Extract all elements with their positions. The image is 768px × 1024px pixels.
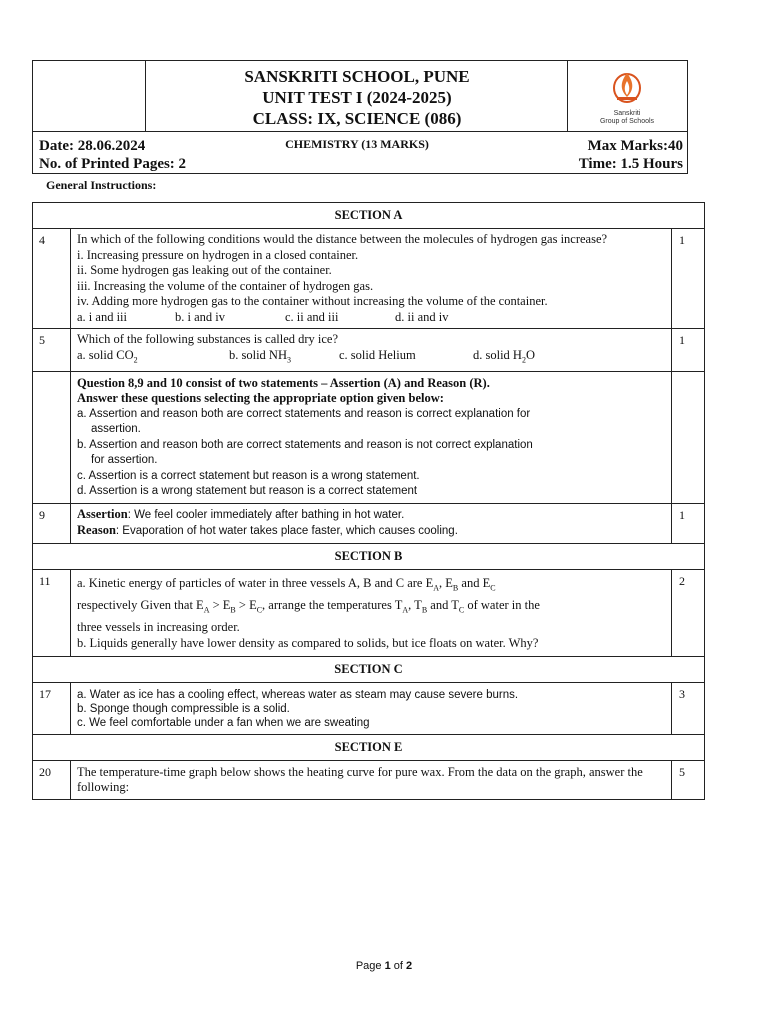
- question-marks: 2: [679, 573, 685, 588]
- question-number: 9: [33, 504, 71, 543]
- max-marks: Max Marks:40: [587, 138, 683, 154]
- reason-text: : Evaporation of hot water takes place faster, which causes cooling.: [115, 525, 458, 537]
- question-marks: 1: [679, 233, 685, 247]
- reason-label: Reason: [77, 523, 116, 537]
- statement: i. Increasing pressure on hydrogen in a closed container.: [77, 247, 359, 262]
- option-d: d. ii and iv: [395, 309, 449, 324]
- section-b-heading: SECTION B: [33, 544, 704, 570]
- option-a: a. solid $CO_2$: [77, 347, 138, 364]
- question-marks: 5: [679, 764, 685, 779]
- option-c: c. ii and iii: [285, 309, 339, 324]
- test-name: UNIT TEST I (2024-2025): [262, 88, 452, 107]
- instruction-row: [33, 372, 704, 504]
- page-of: of: [393, 960, 403, 972]
- ar-intro: Answer these questions selecting the appropriate option given below:: [77, 391, 444, 405]
- statement: iii. Increasing the volume of the container of hydrogen gas.: [77, 278, 374, 293]
- question-stem: Which of the following substances is called dry ice?: [77, 332, 339, 346]
- flame-logo-icon: [607, 67, 647, 105]
- page-footer: [0, 960, 768, 972]
- section-a-heading: SECTION A: [33, 203, 704, 229]
- question-text: [71, 329, 672, 371]
- question-marks: 1: [679, 333, 685, 347]
- question-line: a. Kinetic energy of particles of water in three vessels A, B and C are $E_A$, $E_B$ and $E_C$: [77, 575, 496, 592]
- ar-option: assertion.: [91, 423, 141, 435]
- option-b: b. i and iv: [175, 309, 225, 324]
- statement: iv. Adding more hydrogen gas to the container without increasing the volume of the container.: [77, 294, 548, 308]
- question-text: The temperature-time graph below shows the heating curve for pure wax. From the data on the graph, answer the following:: [71, 761, 672, 799]
- ar-option: d. Assertion is a wrong statement but reason is a correct statement: [77, 485, 418, 497]
- printed-pages: No. of Printed Pages: 2: [39, 156, 187, 172]
- answer-options: [77, 310, 665, 326]
- question-row: [33, 329, 704, 372]
- school-logo: [581, 67, 673, 127]
- question-number: 11: [33, 570, 71, 656]
- question-text: [71, 683, 672, 734]
- section-e-heading: SECTION E: [33, 735, 704, 761]
- question-table: [32, 202, 705, 800]
- answer-options: [77, 348, 665, 368]
- exam-header: [32, 60, 688, 174]
- question-line: b. Liquids generally have lower density as compared to solids, but ice floats on water. Why?: [77, 636, 539, 650]
- section-c-heading: SECTION C: [33, 657, 704, 683]
- question-line: three vessels in increasing order.: [77, 619, 240, 634]
- subject-title: CHEMISTRY (13 MARKS): [285, 137, 429, 151]
- question-part: a. Water as ice has a cooling effect, whereas water as steam may cause severe burns.: [77, 688, 519, 701]
- question-part: b. Sponge though compressible is a solid.: [77, 702, 290, 715]
- question-row: [33, 229, 704, 329]
- total-pages: 2: [406, 960, 413, 972]
- ar-option: c. Assertion is a correct statement but reason is a wrong statement.: [77, 469, 420, 482]
- assertion-label: Assertion: [77, 506, 128, 521]
- exam-date: Date: 28.06.2024: [39, 138, 146, 154]
- ar-option: for assertion.: [91, 454, 158, 466]
- question-number: 17: [33, 683, 71, 734]
- question-number: 5: [33, 329, 71, 371]
- question-stem: In which of the following conditions would the distance between the molecules of hydrogen gas increase?: [77, 232, 608, 246]
- logo-text: Sanskriti: [613, 110, 641, 117]
- question-part: c. We feel comfortable under a fan when we are sweating: [77, 716, 370, 729]
- question-text: [71, 570, 672, 656]
- question-text: [71, 504, 672, 543]
- question-number: 20: [33, 761, 71, 799]
- assertion-reason-instructions: [71, 372, 672, 503]
- header-separator: [32, 131, 688, 132]
- ar-option: b. Assertion and reason both are correct statements and reason is not correct explanation: [77, 438, 533, 451]
- question-text: [71, 229, 672, 328]
- logo-text: Group of Schools: [599, 118, 655, 125]
- option-b: b. solid $NH_3$: [229, 347, 291, 364]
- assertion-text: : We feel cooler immediately after bathing in hot water.: [127, 508, 405, 521]
- statement: ii. Some hydrogen gas leaking out of the container.: [77, 263, 332, 277]
- option-a: a. i and iii: [77, 309, 127, 324]
- question-marks: 1: [679, 507, 685, 522]
- school-name: SANSKRITI SCHOOL, PUNE: [244, 67, 470, 86]
- ar-option: a. Assertion and reason both are correct statements and reason is correct explanation for: [77, 407, 531, 420]
- option-c: c. solid Helium: [339, 347, 416, 362]
- ar-intro: Question 8,9 and 10 consist of two statements – Assertion (A) and Reason (R).: [77, 375, 490, 390]
- question-number: 4: [33, 229, 71, 328]
- question-row: [33, 761, 704, 800]
- current-page: 1: [384, 960, 391, 972]
- exam-time: Time: 1.5 Hours: [578, 156, 683, 172]
- question-line: respectively Given that $E_A > E_B > E_C$, arrange the temperatures $T_A$, $T_B$ and $T_C$ of water in the: [77, 597, 540, 614]
- question-row: [33, 504, 704, 544]
- general-instructions-label: General Instructions:: [46, 178, 157, 192]
- question-marks: 3: [679, 686, 685, 701]
- class-subject: CLASS: IX, SCIENCE (086): [252, 109, 462, 128]
- page-label: Page: [355, 960, 382, 972]
- question-row: [33, 683, 704, 735]
- option-d: d. solid $H_2O$: [473, 347, 535, 364]
- question-row: [33, 570, 704, 657]
